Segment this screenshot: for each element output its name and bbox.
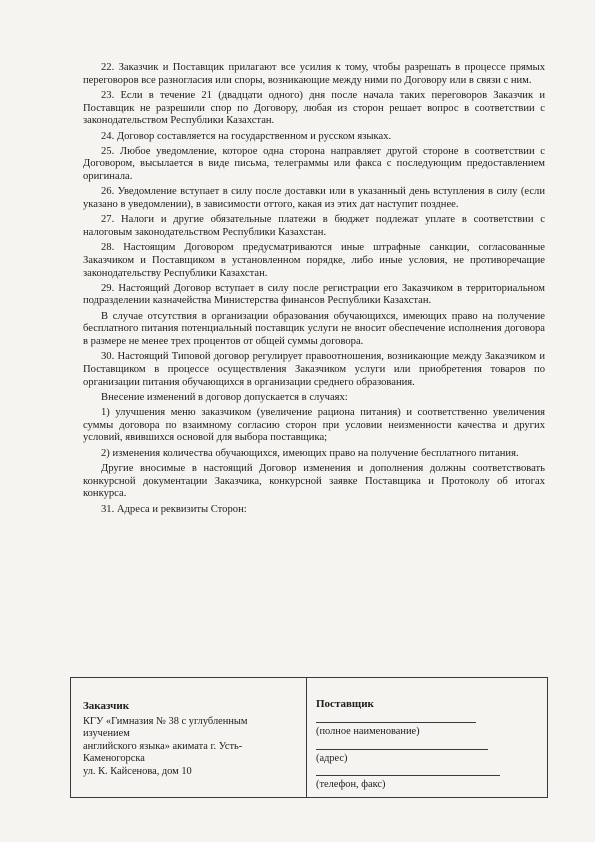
customer-column [71, 678, 307, 797]
customer-line: ул. К. Кайсенова, дом 10 [83, 765, 192, 777]
amendment-1: 1) улучшения меню заказчиком (увеличение рациона питания) и соответственно увеличения суммы договора по взаимному согласию сторон при условии неизменности качества и других условий, явившихся основой для выбора поставщика; [83, 407, 545, 444]
clause-31: 31. Адреса и реквизиты Сторон: [101, 503, 247, 515]
supplier-column [306, 678, 547, 797]
amendment-2: 2) изменения количества обучающихся, имеющих право на получение бесплатного питания. [101, 447, 519, 459]
clause-24: 24. Договор составляется на государственном и русском языках. [101, 130, 392, 142]
customer-line: КГУ «Гимназия № 38 с углубленным [83, 716, 248, 727]
clause-22: 22. Заказчик и Поставщик прилагают все усилия к тому, чтобы разрешать в процессе прямых переговоров все разногласия или споры, возникающие между ними по Договору или в связи с ним. [83, 62, 545, 86]
customer-line: английского языка» акимата г. Усть- [83, 740, 243, 752]
clause-29: 29. Настоящий Договор вступает в силу после регистрации его Заказчиком в территориальном подразделении казначейства Министерства финансов Республики Казахстан. [83, 282, 545, 307]
parties-details-table [70, 677, 548, 798]
clause-23: 23. Если в течение 21 (двадцати одного) дня после начала таких переговоров Заказчик и Поставщик не разрешили спор по Договору, любая из сторон решает вопрос в соответствии с законодательством Республики Казахстан. [83, 89, 545, 127]
supplier-heading: Поставщик [316, 698, 374, 710]
supplier-name-label: (полное наименование) [316, 726, 420, 737]
customer-line: изучением [83, 728, 130, 740]
amendments-intro: Внесение изменений в договор допускается в случаях: [101, 391, 348, 403]
customer-heading: Заказчик [83, 700, 130, 712]
clause-29-note: В случае отсутствия в организации образования обучающихся, имеющих право на получение бесплатного питания потенциальный поставщик услуги не вносит обеспечение исполнения договора в размере не менее трех процентов от общей суммы договора. [83, 310, 545, 348]
supplier-name-line [316, 722, 476, 723]
contract-clauses [83, 62, 545, 519]
other-amendments: Другие вносимые в настоящий Договор изменения и дополнения должны соответствовать конкурсной документации Заказчика, конкурсной заявке Поставщика и Протоколу об итогах конкурса. [83, 462, 545, 500]
clause-26: 26. Уведомление вступает в силу после доставки или в указанный день вступления в силу (если указано в уведомлении), в зависимости оттого, какая из этих дат наступит позднее. [83, 186, 545, 211]
clause-25: 25. Любое уведомление, которое одна сторона направляет другой стороне в соответствии с Договором, высылается в виде письма, телеграммы или факса с последующим предоставлением оригинала. [83, 145, 545, 183]
clause-27: 27. Налоги и другие обязательные платежи в бюджет подлежат уплате в соответствии с налоговым законодательством Республики Казахстан. [83, 214, 545, 238]
clause-30: 30. Настоящий Типовой договор регулирует правоотношения, возникающие между Заказчиком и Поставщиком в процессе осуществления Заказчиком услуги или приобретения товаров по организации питания обучающихся в организации среднего образования. [83, 351, 545, 388]
supplier-address-label: (адрес) [316, 753, 348, 764]
customer-line: Каменогорска [83, 753, 145, 765]
supplier-address-line [316, 749, 488, 750]
supplier-phone-label: (телефон, факс) [316, 779, 386, 790]
customer-details [83, 716, 293, 778]
clause-28: 28. Настоящим Договором предусматриваются иные штрафные санкции, согласованные Заказчиком и Поставщиком в установленном порядке, либо иные условия, не противоречащие законодательству Республики Казахстан. [83, 242, 545, 279]
supplier-phone-line [316, 775, 500, 776]
